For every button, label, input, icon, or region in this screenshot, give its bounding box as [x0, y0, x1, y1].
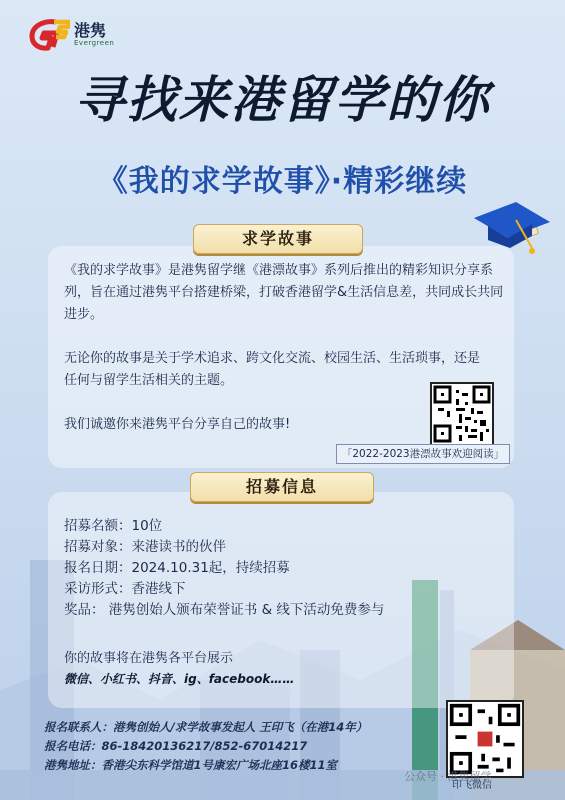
wechat-qr-caption: 印飞微信	[452, 780, 492, 791]
watermark: 公众号 · 港隽留学	[404, 770, 492, 783]
recruit-list	[64, 516, 484, 621]
logo-brand-text: 港隽	[74, 21, 107, 40]
contact-address: 港隽地址：香港尖东科学馆道1号康宏广场北座16楼11室	[44, 758, 338, 772]
brand-logo	[26, 18, 114, 52]
recruit-item-prize: 奖品： 港隽创始人颁布荣誉证书 & 线下活动免费参与	[64, 602, 385, 618]
recruit-item-quota: 招募名额：10位	[64, 518, 163, 534]
wechat-qr-code-icon[interactable]	[446, 700, 524, 778]
qr-code-icon[interactable]	[430, 382, 494, 446]
page-subtitle: 《我的求学故事》·精彩继续	[97, 164, 468, 199]
story-ribbon: 求学故事	[193, 224, 363, 254]
recruit-ribbon: 招募信息	[190, 472, 374, 502]
platform-list: 微信、小红书、抖音、ig、facebook……	[64, 672, 295, 686]
contact-phone: 报名电话：86-18420136217/852-67014217	[44, 739, 308, 753]
recruit-item-format: 采访形式：香港线下	[64, 581, 186, 597]
recruit-item-date: 报名日期：2024.10.31起，持续招募	[64, 560, 290, 576]
logo-sub-text: Evergreen	[74, 39, 115, 47]
recruit-item-target: 招募对象：来港读书的伙伴	[64, 539, 226, 555]
contact-person: 报名联系人：港隽创始人/求学故事发起人 王印飞（在港14年）	[44, 720, 368, 734]
logo-gf-icon	[26, 18, 70, 52]
story-invite-text: 我们诚邀你来港隽平台分享自己的故事!	[64, 417, 291, 432]
page-title: 寻找来港留学的你	[74, 70, 491, 129]
qr-caption: 「2022-2023港漂故事欢迎阅读」	[336, 444, 510, 464]
story-intro-text: 《我的求学故事》是港隽留学继《港漂故事》系列后推出的精彩知识分享系列，旨在通过港隽平台搭建桥梁，打破香港留学&生活信息差，共同成长共同进步。	[64, 263, 504, 322]
showcase-text: 你的故事将在港隽各平台展示	[64, 651, 234, 666]
story-topic-text: 无论你的故事是关于学术追求、跨文化交流、校园生活、生活琐事，还是任何与留学生活相关的主题。	[64, 351, 481, 388]
contact-block	[44, 718, 367, 775]
